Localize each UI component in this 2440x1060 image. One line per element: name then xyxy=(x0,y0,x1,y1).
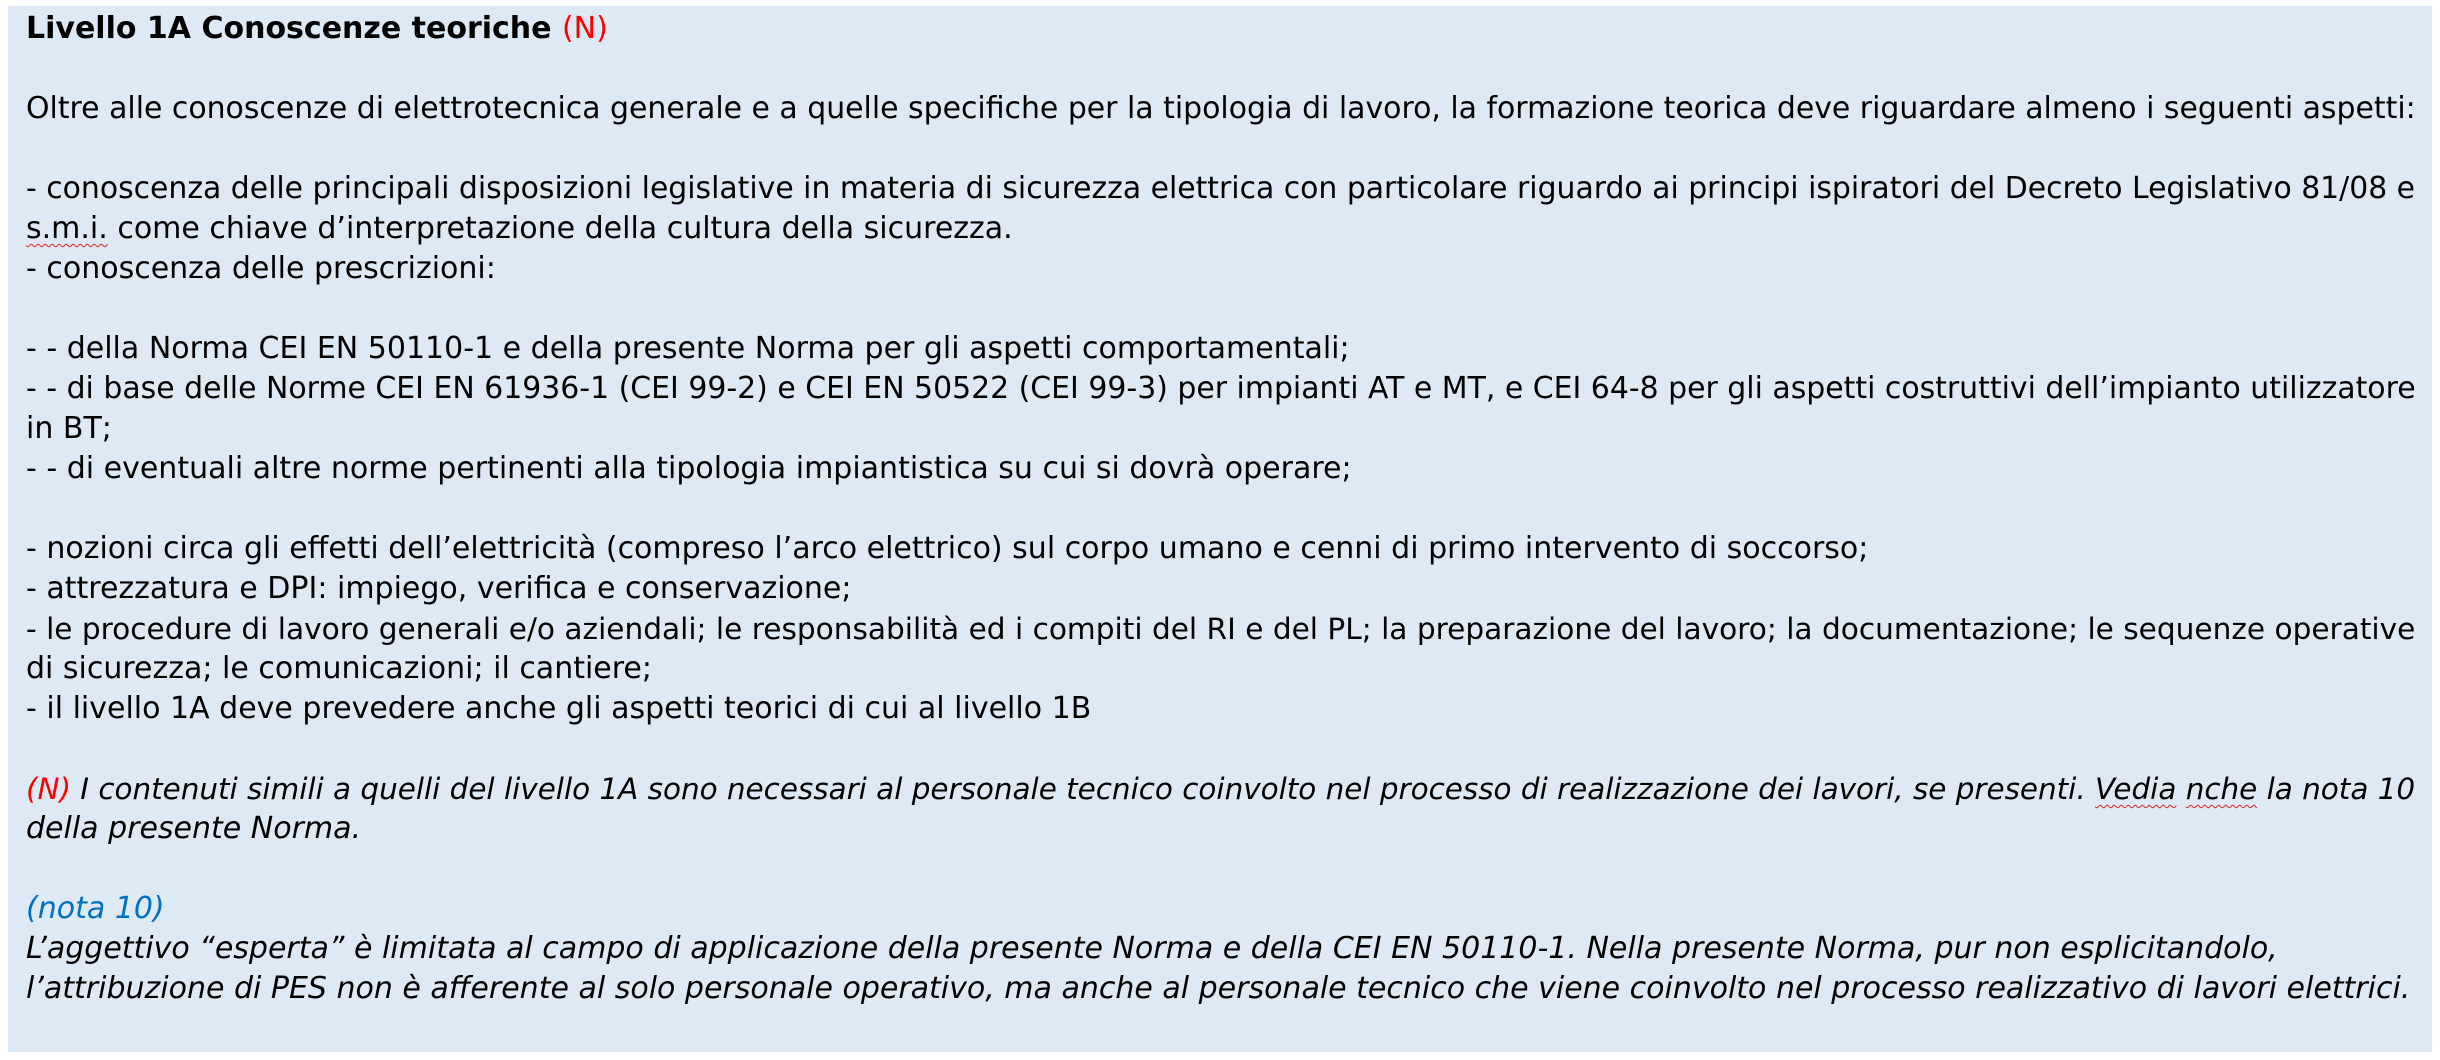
sub-item-altre-norme: - - di eventuali altre norme pertinenti alla tipologia impiantistica su cui si dovrà operare; xyxy=(26,451,1352,486)
section-title xyxy=(26,9,2416,49)
sub-item-base-norme-line2: in BT; xyxy=(26,411,112,446)
note-n-line1 xyxy=(26,769,2416,809)
list-item-effetti-elettricita: - nozioni circa gli effetti dell’elettricità (compreso l’arco elettrico) sul corpo umano e cenni di primo intervento di soccorso; xyxy=(26,531,1869,566)
note-n-space xyxy=(2176,772,2185,806)
nota-10-label: (nota 10) xyxy=(26,891,165,926)
spellcheck-word-nche: nche xyxy=(2185,772,2258,806)
sub-item-cei-50110: - - della Norma CEI EN 50110-1 e della presente Norma per gli aspetti comportamentali; xyxy=(26,331,1350,366)
list-item-legislation-line1: - conoscenza delle principali disposizioni legislative in materia di sicurezza elettrica con particolare riguardo ai principi ispiratori del Decreto Legislativo 81/08 e xyxy=(26,171,2416,206)
note-n-line2: della presente Norma. xyxy=(26,811,362,846)
list-item-legislation-rest: come chiave d’interpretazione della cultura della sicurezza. xyxy=(107,211,1013,246)
intro-paragraph: Oltre alle conoscenze di elettrotecnica generale e a quelle specifiche per la tipologia di lavoro, la formazione teorica deve riguardare almeno i seguenti aspetti: xyxy=(26,91,2416,126)
document-page xyxy=(8,6,2432,1052)
note-n-text-a: I contenuti simili a quelli del livello 1A sono necessari al personale tecnico coinvolto nel processo di realizzazione dei lavori, se presenti. xyxy=(70,772,2096,806)
section-title-marker: (N) xyxy=(561,11,608,46)
section-title-text: Livello 1A Conoscenze teoriche xyxy=(26,11,552,46)
spacer xyxy=(26,289,2416,329)
spellcheck-word-vedia: Vedia xyxy=(2095,772,2177,806)
nota-10-line1: L’aggettivo “esperta” è limitata al campo di applicazione della presente Norma e della CEI EN 50110-1. Nella presente Norma, pur non esplicitandolo, xyxy=(26,931,2278,966)
sub-item-base-norme-line1: - - di base delle Norme CEI EN 61936-1 (CEI 99-2) e CEI EN 50522 (CEI 99-3) per impianti AT e MT, e CEI 64-8 per gli aspetti costruttivi dell’impianto utilizzatore xyxy=(26,371,2416,406)
spacer xyxy=(26,129,2416,169)
nota-10-line2: l’attribuzione di PES non è afferente al solo personale operativo, ma anche al personale tecnico che viene coinvolto nel processo realizzativo di lavori elettrici. xyxy=(26,971,2411,1006)
spacer xyxy=(26,489,2416,529)
list-item-livello-1b: - il livello 1A deve prevedere anche gli aspetti teorici di cui al livello 1B xyxy=(26,691,1092,726)
spacer xyxy=(26,849,2416,889)
list-item-attrezzatura-dpi: - attrezzatura e DPI: impiego, verifica e conservazione; xyxy=(26,571,852,606)
list-item-prescriptions: - conoscenza delle prescrizioni: xyxy=(26,251,496,286)
list-item-legislation-line2 xyxy=(26,209,2416,249)
spellcheck-word-smi: s.m.i. xyxy=(26,211,108,246)
spacer xyxy=(26,729,2416,769)
note-n-marker: (N) xyxy=(26,772,71,806)
note-n-text-b: la nota 10 xyxy=(2257,772,2416,806)
spacer xyxy=(26,49,2416,89)
list-item-procedure-line1: - le procedure di lavoro generali e/o aziendali; le responsabilità ed i compiti del RI e del PL; la preparazione del lavoro; la documentazione; le sequenze operative xyxy=(26,612,2416,646)
list-item-procedure-line2: di sicurezza; le comunicazioni; il cantiere; xyxy=(26,651,653,686)
